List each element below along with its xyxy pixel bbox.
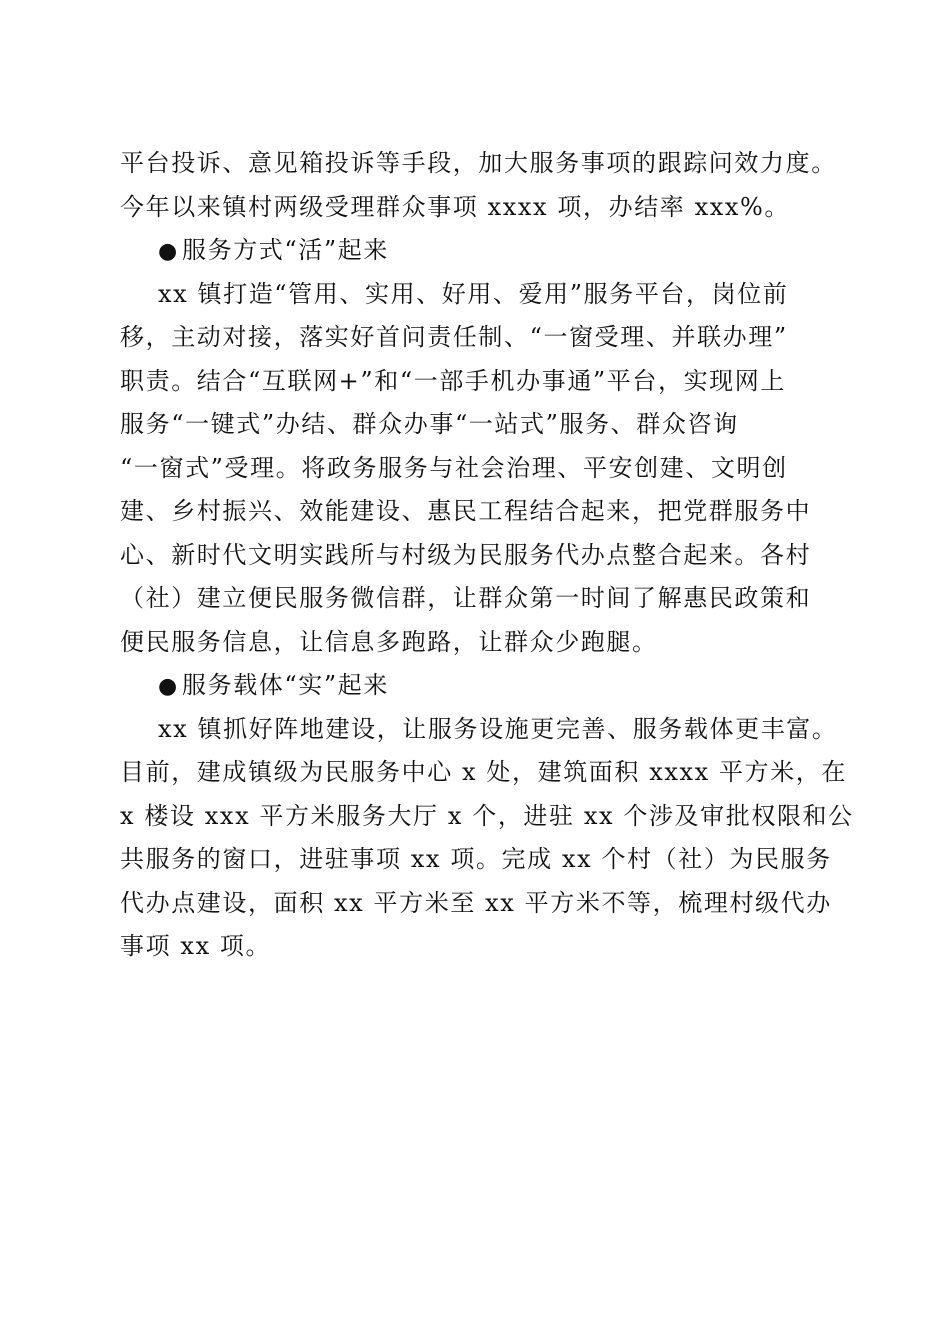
text-line: 今年以来镇村两级受理群众事项 xxxx 项，办结率 xxx%。 xyxy=(120,192,791,221)
text-line: 事项 xx 项。 xyxy=(120,932,272,960)
text-line: 职责。结合“互联网+”和“一部手机办事通”平台，实现网上 xyxy=(120,366,786,395)
text-line: “一窗式”受理。将政务服务与社会治理、平安创建、文明创 xyxy=(120,453,788,482)
paragraph-service-carrier xyxy=(120,708,854,969)
heading-text: 服务载体“实”起来 xyxy=(182,671,389,699)
bullet-icon: ● xyxy=(158,674,179,699)
section-heading-service-carrier xyxy=(120,664,835,708)
document-body xyxy=(120,142,854,969)
text-line: （社）建立便民服务微信群，让群众第一时间了解惠民政策和 xyxy=(120,584,812,612)
text-line: xx 镇抓好阵地建设，让服务设施更完善、服务载体更丰富。 xyxy=(158,714,838,743)
text-line: 心、新时代文明实践所与村级为民服务代办点整合起来。各村 xyxy=(120,540,812,569)
text-line: xx 镇打造“管用、实用、好用、爱用”服务平台，岗位前 xyxy=(158,279,789,308)
bullet-icon: ● xyxy=(158,239,179,264)
paragraph-service-method xyxy=(120,273,835,665)
text-line: 移，主动对接，落实好首问责任制、“一窗受理、并联办理” xyxy=(120,323,788,351)
text-line: 目前，建成镇级为民服务中心 x 处，建筑面积 xxxx 平方米，在 xyxy=(120,758,847,786)
paragraph-complaint-channels xyxy=(120,142,835,229)
text-line: x 楼设 xxx 平方米服务大厅 x 个，进驻 xx 个涉及审批权限和公 xyxy=(120,801,854,830)
text-line: 便民服务信息，让信息多跑路，让群众少跑腿。 xyxy=(120,627,658,656)
text-line: 代办点建设，面积 xx 平方米至 xx 平方米不等，梳理村级代办 xyxy=(120,888,832,917)
text-line: 平台投诉、意见箱投诉等手段，加大服务事项的跟踪问效力度。 xyxy=(120,149,837,177)
text-line: 共服务的窗口，进驻事项 xx 项。完成 xx 个村（社）为民服务 xyxy=(120,845,832,873)
heading-text: 服务方式“活”起来 xyxy=(182,236,389,264)
section-heading-service-method xyxy=(120,229,835,273)
text-line: 建、乡村振兴、效能建设、惠民工程结合起来，把党群服务中 xyxy=(120,497,812,525)
text-line: 服务“一键式”办结、群众办事“一站式”服务、群众咨询 xyxy=(120,410,739,438)
